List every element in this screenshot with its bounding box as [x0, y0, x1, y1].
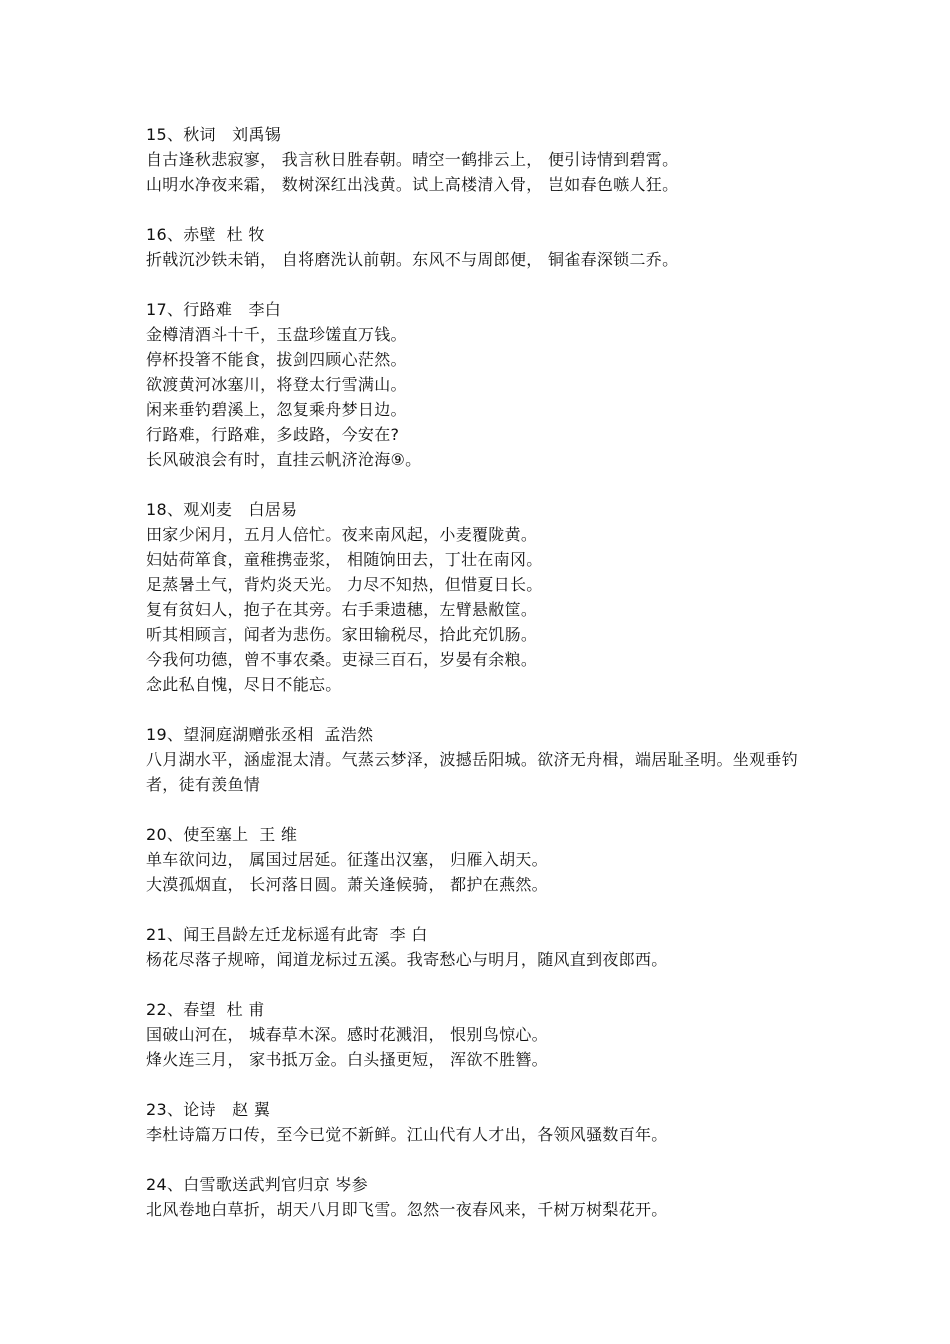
poem-line: 念此私自愧，尽日不能忘。: [146, 675, 342, 694]
document-page: [146, 122, 826, 1247]
poem-line: 听其相顾言，闻者为悲伤。家田输税尽，拾此充饥肠。: [146, 625, 538, 644]
poem-line: 国破山河在， 城春草木深。感时花溅泪， 恨别鸟惊心。: [146, 1025, 548, 1044]
poem-line: 行路难，行路难，多歧路，今安在?: [146, 425, 400, 444]
poem-line: 长风破浪会有时，直挂云帆济沧海⑨。: [146, 450, 422, 469]
poem-18: [146, 497, 826, 697]
poem-line: 山明水净夜来霜， 数树深红出浅黄。试上高楼清入骨， 岂如春色嗾人狂。: [146, 175, 679, 194]
poem-21: [146, 922, 826, 972]
poem-title: 21、闻王昌龄左迁龙标遥有此寄 李 白: [146, 925, 428, 944]
poem-line: 北风卷地白草折，胡天八月即飞雪。忽然一夜春风来，千树万树梨花开。: [146, 1200, 668, 1219]
poem-title: 19、望洞庭湖赠张丞相 孟浩然: [146, 725, 374, 744]
poem-line: 烽火连三月， 家书抵万金。白头搔更短， 浑欲不胜簪。: [146, 1050, 548, 1069]
poem-line: 单车欲问边， 属国过居延。征蓬出汉塞， 归雁入胡天。: [146, 850, 548, 869]
poem-title: 16、赤壁 杜 牧: [146, 225, 265, 244]
poem-title: 23、论诗 赵 翼: [146, 1100, 271, 1119]
poem-title: 22、春望 杜 甫: [146, 1000, 265, 1019]
poem-line: 八月湖水平，涵虚混太清。气蒸云梦泽，波撼岳阳城。欲济无舟楫，端居耻圣明。坐观垂钓者，徒有羡鱼情: [146, 750, 799, 794]
poem-line: 自古逢秋悲寂寥， 我言秋日胜春朝。晴空一鹤排云上， 便引诗情到碧霄。: [146, 150, 679, 169]
poem-line: 田家少闲月，五月人倍忙。夜来南风起，小麦覆陇黄。: [146, 525, 538, 544]
poem-line: 闲来垂钓碧溪上，忽复乘舟梦日边。: [146, 400, 407, 419]
poem-line: 妇姑荷箪食，童稚携壶浆， 相随饷田去，丁壮在南冈。: [146, 550, 543, 569]
poem-17: [146, 297, 826, 472]
poem-23: [146, 1097, 826, 1147]
poem-line: 今我何功德，曾不事农桑。吏禄三百石，岁晏有余粮。: [146, 650, 538, 669]
poem-19: [146, 722, 826, 797]
poem-line: 金樽清酒斗十千，玉盘珍馐直万钱。: [146, 325, 407, 344]
poem-title: 17、行路难 李白: [146, 300, 282, 319]
poem-title: 20、使至塞上 王 维: [146, 825, 298, 844]
poem-24: [146, 1172, 826, 1222]
poem-line: 杨花尽落子规啼，闻道龙标过五溪。我寄愁心与明月，随风直到夜郎西。: [146, 950, 668, 969]
poem-line: 李杜诗篇万口传，至今已觉不新鲜。江山代有人才出，各领风骚数百年。: [146, 1125, 668, 1144]
poem-22: [146, 997, 826, 1072]
poem-line: 复有贫妇人，抱子在其旁。右手秉遗穗，左臂悬敝筐。: [146, 600, 538, 619]
poem-20: [146, 822, 826, 897]
poem-title: 18、观刈麦 白居易: [146, 500, 298, 519]
poem-line: 停杯投箸不能食，拔剑四顾心茫然。: [146, 350, 407, 369]
poem-line: 欲渡黄河冰塞川，将登太行雪满山。: [146, 375, 407, 394]
poem-line: 足蒸暑土气，背灼炎天光。 力尽不知热，但惜夏日长。: [146, 575, 543, 594]
poem-line: 折戟沉沙铁未销， 自将磨洗认前朝。东风不与周郎便， 铜雀春深锁二乔。: [146, 250, 679, 269]
poem-title: 15、秋词 刘禹锡: [146, 125, 282, 144]
poem-16: [146, 222, 826, 272]
poem-title: 24、白雪歌送武判官归京 岑参: [146, 1175, 368, 1194]
poem-15: [146, 122, 826, 197]
poem-line: 大漠孤烟直， 长河落日圆。萧关逢候骑， 都护在燕然。: [146, 875, 548, 894]
